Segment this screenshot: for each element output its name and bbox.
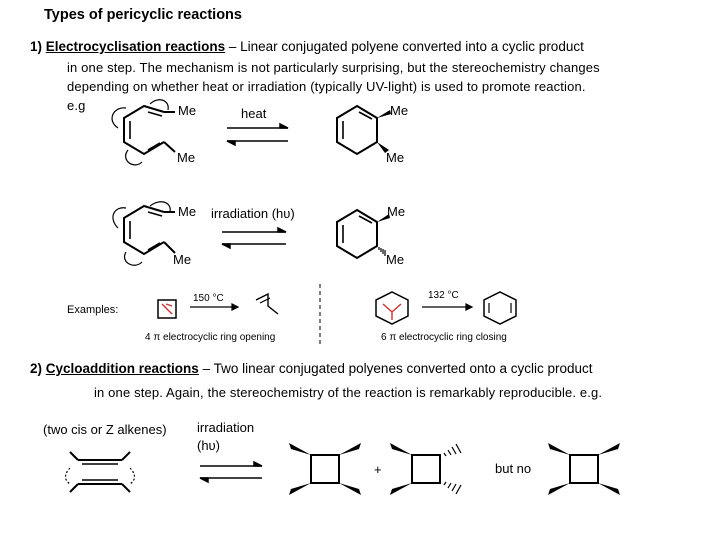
- scheme2-prod-me-top: Me: [387, 204, 406, 219]
- section1-number: 1): [30, 39, 43, 54]
- section2-number: 2): [30, 361, 43, 376]
- section1-heading-rest: – Linear conjugated polyene converted into a cyclic product: [225, 39, 584, 54]
- example-left-caption: 4 π electrocyclic ring opening: [145, 332, 276, 343]
- scheme2-sub-me-bottom: Me: [173, 252, 192, 267]
- example-right-arrow: [422, 304, 472, 310]
- scheme1-prod-me-bottom: Me: [386, 150, 405, 165]
- cyclobutane-product-2: [390, 443, 461, 495]
- example-right-temperature: 132 °C: [428, 290, 459, 301]
- cycloaddition-condition-2: (hυ): [197, 438, 220, 453]
- cyclobutane-product-1: [289, 443, 361, 495]
- scheme2-product: [337, 210, 390, 258]
- example-left-arrow: [190, 304, 238, 310]
- cycloaddition-but-no: but no: [495, 461, 532, 476]
- cycloaddition-arrows: [200, 462, 262, 482]
- section2-heading: Cycloaddition reactions: [45, 361, 199, 376]
- page-title: Types of pericyclic reactions: [44, 7, 242, 23]
- scheme1-substrate: [112, 100, 175, 165]
- scheme1-prod-me-top: Me: [390, 103, 409, 118]
- example-left-temperature: 150 °C: [193, 293, 224, 304]
- example-right-caption: 6 π electrocyclic ring closing: [381, 332, 507, 343]
- scheme2-condition: irradiation (hυ): [211, 206, 295, 221]
- cycloaddition-note: (two cis or Z alkenes): [43, 422, 167, 437]
- scheme2-substrate: [113, 202, 175, 266]
- scheme1-condition: heat: [241, 106, 267, 121]
- scheme2-equilibrium-arrows: [222, 228, 286, 248]
- section1-line-4: e.g: [67, 98, 86, 113]
- scheme1-sub-me-top: Me: [178, 103, 197, 118]
- scheme1-equilibrium-arrows: [227, 124, 288, 145]
- section1-heading: Electrocyclisation reactions: [45, 39, 226, 54]
- scheme2-sub-me-top: Me: [178, 204, 197, 219]
- scheme1-sub-me-bottom: Me: [177, 150, 196, 165]
- section2-heading-line: [30, 361, 593, 376]
- example-left-product: [256, 294, 278, 314]
- section2-heading-rest: – Two linear conjugated polyenes converted onto a cyclic product: [198, 361, 593, 376]
- section2-line-2: in one step. Again, the stereochemistry of the reaction is remarkably reproducible. e.g.: [94, 385, 603, 400]
- example-left-reactant: [158, 300, 176, 318]
- cycloaddition-plus: +: [374, 462, 382, 477]
- section1-line-2: in one step. The mechanism is not particularly surprising, but the stereochemistry changes: [67, 60, 600, 75]
- examples-label: Examples:: [67, 304, 119, 316]
- example-right-product: [484, 292, 516, 324]
- section1-line-3: depending on whether heat or irradiation (typically UV-light) is used to promote reaction.: [67, 79, 586, 94]
- cycloaddition-reactants: [66, 452, 135, 492]
- cyclobutane-not-formed: [548, 443, 620, 495]
- scheme2-prod-me-bottom: Me: [386, 252, 405, 267]
- scheme1-product: [337, 106, 391, 154]
- cycloaddition-condition-1: irradiation: [197, 420, 255, 435]
- example-right-reactant: [376, 292, 408, 324]
